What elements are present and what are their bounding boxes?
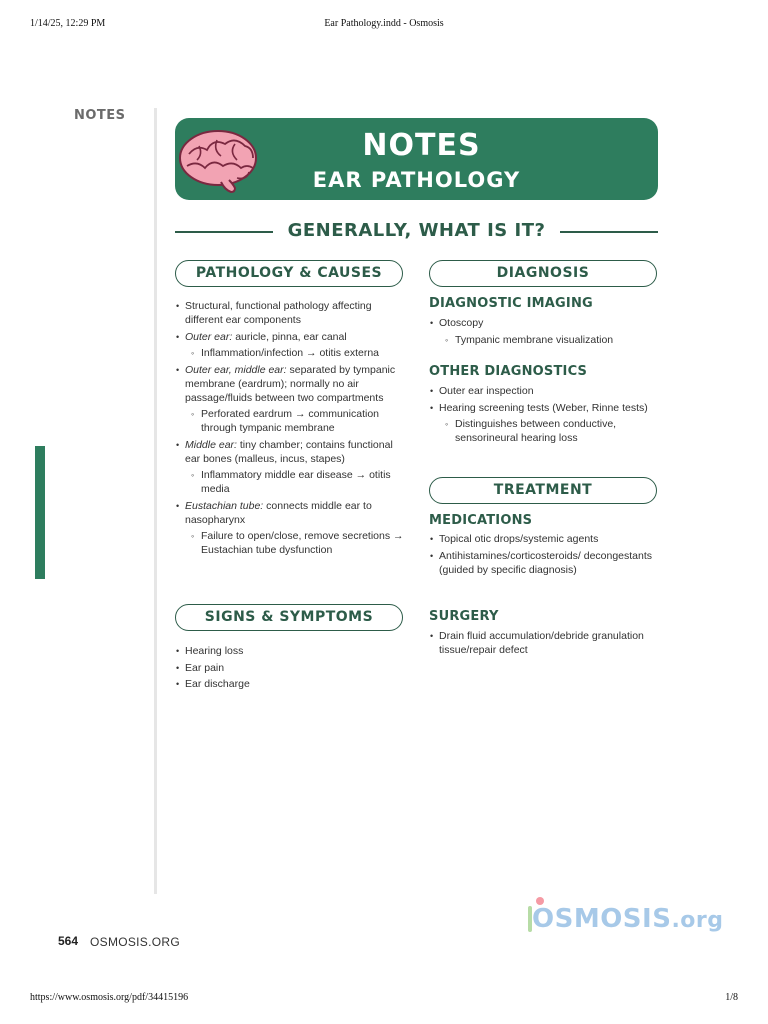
- page-site: OSMOSIS.ORG: [90, 935, 180, 949]
- list-item: [429, 549, 659, 577]
- list-item: [175, 499, 407, 527]
- list-item-text: Perforated eardrum → communication through tympanic membrane: [201, 408, 379, 434]
- list-item: [175, 438, 407, 466]
- diagnosis-heading: DIAGNOSIS: [429, 260, 657, 287]
- list-item: [175, 346, 407, 360]
- logo-main-text: OSMOSIS: [532, 904, 672, 934]
- list-item: [175, 299, 407, 327]
- list-item: [429, 417, 659, 445]
- section-title: GENERALLY, WHAT IS IT?: [287, 220, 546, 241]
- banner-subtitle: EAR PATHOLOGY: [312, 168, 521, 192]
- page-number: 564: [58, 934, 79, 948]
- logo-suffix-text: .org: [671, 908, 724, 933]
- treatment-heading: TREATMENT: [429, 477, 657, 504]
- list-item-text: separated by tympanic membrane (eardrum); normally no air passage/fluids between two compartments: [185, 363, 396, 404]
- list-item-text: connects middle ear to nasopharynx: [185, 499, 372, 526]
- list-item-text: Antihistamines/corticosteroids/ decongestants (guided by specific diagnosis): [439, 549, 653, 576]
- diagnostic-imaging-heading: DIAGNOSTIC IMAGING: [429, 296, 593, 311]
- list-item-text: Ear pain: [185, 661, 225, 674]
- list-item-text: Structural, functional pathology affecting different ear components: [185, 300, 372, 326]
- logo-wordmark: [532, 904, 724, 934]
- list-item: [429, 333, 659, 347]
- print-date: 1/14/25, 12:29 PM: [30, 18, 106, 29]
- list-item: [175, 407, 407, 435]
- other-diagnostics-list: [429, 384, 659, 448]
- diagnostic-imaging-list: [429, 316, 659, 349]
- print-url: https://www.osmosis.org/pdf/34415196: [30, 992, 189, 1003]
- list-item: [175, 363, 407, 405]
- osmosis-logo: [522, 894, 724, 944]
- sidebar-divider: [154, 108, 157, 894]
- list-item-text: Outer ear inspection: [439, 385, 534, 397]
- print-header: [30, 18, 738, 32]
- list-item-text: tiny chamber; contains functional ear bones (malleus, incus, stapes): [185, 438, 393, 465]
- list-item: [429, 401, 659, 415]
- list-item-text: Topical otic drops/systemic agents: [439, 533, 599, 545]
- list-item: [175, 644, 407, 658]
- list-item-text: Ear discharge: [185, 678, 250, 690]
- print-title: Ear Pathology.indd - Osmosis: [324, 18, 444, 29]
- list-item-text: auricle, pinna, ear canal: [232, 330, 347, 343]
- list-item-text: Hearing loss: [185, 645, 244, 657]
- list-item: [175, 468, 407, 496]
- list-item-text: Drain fluid accumulation/debride granulation tissue/repair defect: [439, 630, 644, 656]
- signs-symptoms-heading: SIGNS & SYMPTOMS: [175, 604, 403, 631]
- print-footer: [30, 992, 738, 1006]
- list-item: [175, 661, 407, 675]
- medications-heading: MEDICATIONS: [429, 513, 533, 528]
- list-item-text: Distinguishes between conductive, sensorineural hearing loss: [455, 418, 617, 444]
- sidebar-label: NOTES: [74, 108, 126, 123]
- list-item-text: Failure to open/close, remove secretions → Eustachian tube dysfunction: [201, 530, 404, 556]
- list-item: [429, 629, 659, 657]
- list-item-text: Inflammatory middle ear disease → otitis media: [201, 469, 391, 495]
- section-heading: [175, 220, 658, 244]
- list-item-text: Inflammation/infection → otitis externa: [201, 347, 379, 359]
- list-item: [429, 532, 659, 546]
- title-banner: [175, 118, 658, 200]
- print-page-count: 1/8: [725, 992, 738, 1003]
- list-item-term: Eustachian tube:: [185, 499, 264, 512]
- list-item: [429, 316, 659, 330]
- medications-list: [429, 532, 659, 579]
- list-item-term: Middle ear:: [185, 438, 237, 451]
- pathology-causes-heading: PATHOLOGY & CAUSES: [175, 260, 403, 287]
- other-diagnostics-heading: OTHER DIAGNOSTICS: [429, 364, 588, 379]
- sidebar-accent-bar: [35, 446, 45, 579]
- surgery-list: [429, 629, 659, 660]
- list-item-text: Tympanic membrane visualization: [455, 333, 614, 346]
- section-rule-right: [560, 231, 658, 233]
- banner-title: NOTES: [362, 128, 481, 163]
- list-item: [175, 677, 407, 691]
- list-item: [429, 384, 659, 398]
- list-item-text: Hearing screening tests (Weber, Rinne tests): [439, 401, 648, 414]
- signs-list: [175, 644, 407, 694]
- list-item: [175, 529, 407, 557]
- pathology-list: [175, 299, 407, 560]
- surgery-heading: SURGERY: [429, 609, 499, 624]
- list-item-text: Otoscopy: [439, 317, 484, 329]
- list-item-term: Outer ear, middle ear:: [185, 363, 287, 376]
- list-item: [175, 330, 407, 344]
- list-item-term: Outer ear:: [185, 330, 233, 343]
